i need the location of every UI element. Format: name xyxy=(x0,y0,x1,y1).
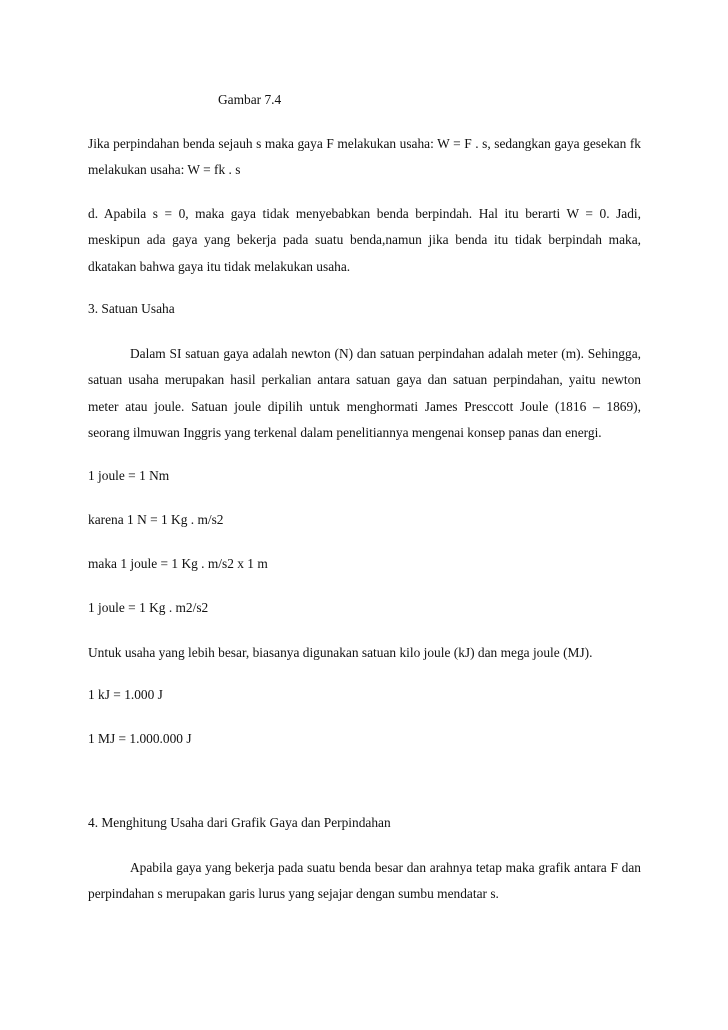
blank-spacer xyxy=(88,771,641,811)
paragraph-usaha-gesekan: Jika perpindahan benda sejauh s maka gaya F melakukan usaha: W = F . s, sedangkan gaya gesekan fk melakukan usaha: W = fk . s xyxy=(88,136,641,178)
equation-joule-base-units: 1 joule = 1 Kg . m2/s2 xyxy=(88,599,209,615)
equation-joule-nm: 1 joule = 1 Nm xyxy=(88,467,170,483)
equation-megajoule: 1 MJ = 1.000.000 J xyxy=(88,731,192,747)
paragraph-satuan-usaha: Dalam SI satuan gaya adalah newton (N) dan satuan perpindahan adalah meter (m). Sehingga, satuan usaha merupakan hasil perkalian antara satuan gaya dan satuan perpindahan, yaitu newton meter atau joule. Satuan joule dipilih untuk menghormati James Presccott Joule (1816 – 1869), seorang ilmuwan Inggris yang terkenal dalam penelitiannya mengenai konsep panas dan energi. xyxy=(88,346,641,441)
paragraph-point-d: d. Apabila s = 0, maka gaya tidak menyebabkan benda berpindah. Hal itu berarti W = 0. Jadi, meskipun ada gaya yang bekerja pada suatu benda,namun jika benda itu tidak berpindah maka, dkatakan bahwa gaya itu tidak melakukan usaha. xyxy=(88,205,641,274)
equation-joule-derivation: maka 1 joule = 1 Kg . m/s2 x 1 m xyxy=(88,555,268,571)
section-heading-grafik: 4. Menghitung Usaha dari Grafik Gaya dan Perpindahan xyxy=(88,815,391,831)
figure-caption: Gambar 7.4 xyxy=(218,92,282,107)
paragraph-grafik: Apabila gaya yang bekerja pada suatu benda besar dan arahnya tetap maka grafik antara F dan perpindahan s merupakan garis lurus yang sejajar dengan sumbu mendatar s. xyxy=(88,860,641,902)
paragraph-kilo-mega-joule: Untuk usaha yang lebih besar, biasanya digunakan satuan kilo joule (kJ) dan mega joule (MJ). xyxy=(88,644,593,660)
equation-newton: karena 1 N = 1 Kg . m/s2 xyxy=(88,511,224,527)
section-heading-satuan-usaha: 3. Satuan Usaha xyxy=(88,301,175,317)
equation-kilojoule: 1 kJ = 1.000 J xyxy=(88,687,163,703)
